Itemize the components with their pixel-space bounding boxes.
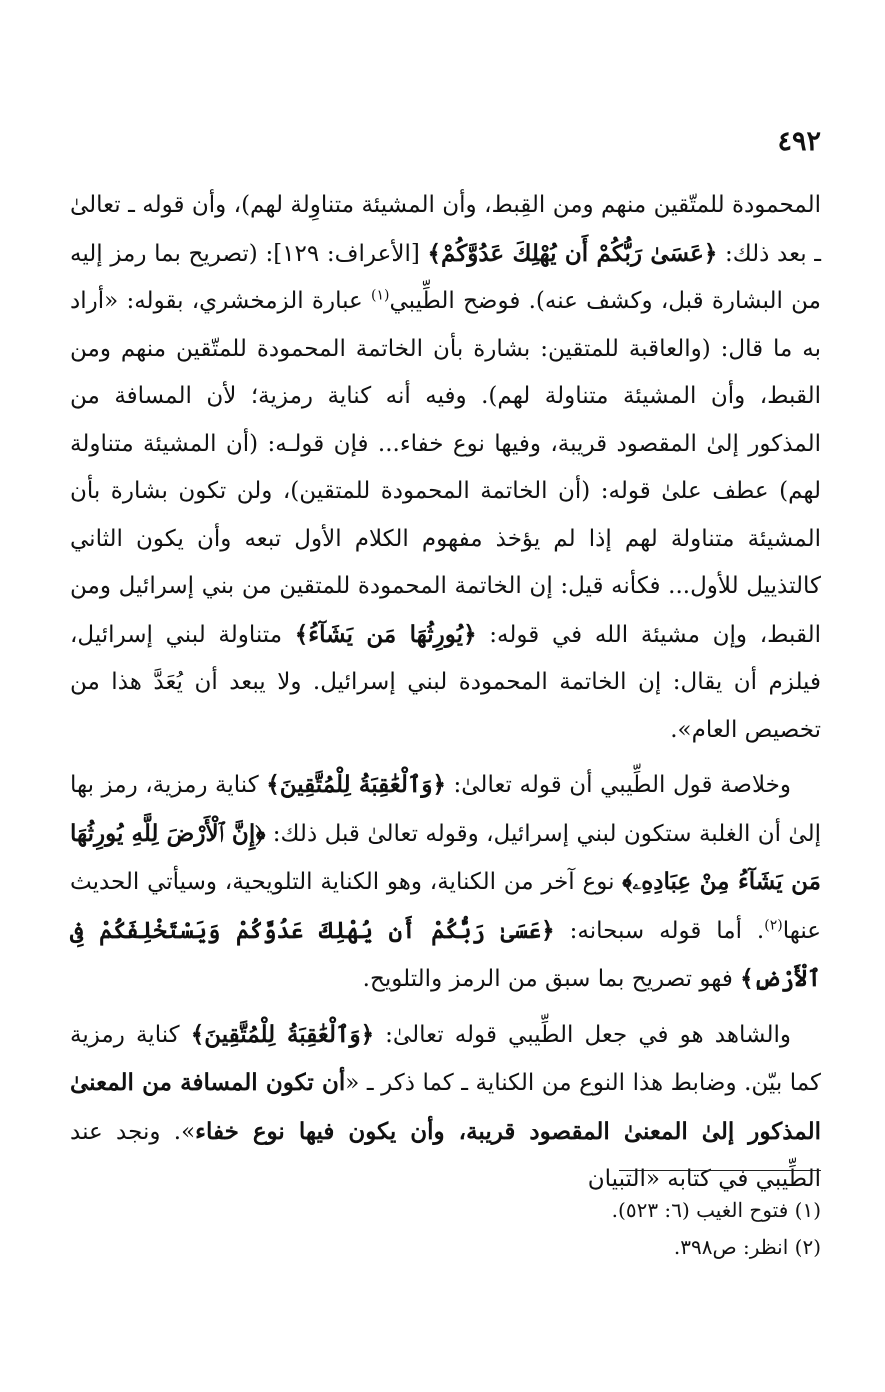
page-number: ٤٩٢ <box>777 126 821 157</box>
text-run: . أما قوله سبحانه: <box>554 917 765 944</box>
quran-verse: ﴿عَسَىٰ رَبُّكُمْ أَن يُهْلِكَ عَدُوَّكُمْ﴾ <box>427 239 718 267</box>
footnote-1: (١) فتوح الغيب (٦: ٥٢٣). <box>611 1198 821 1222</box>
bold-definition: أن تكون المسافة من المعنىٰ المذكور إلىٰ المعنىٰ المقصود قريبة، وأن يكون فيها نوع خفاء <box>70 1069 821 1145</box>
text-run: [الأعراف: ١٢٩]: (تصريح بما رمز إليه من البشارة قبل، وكشف عنه). فوضح الطِّيبي <box>70 240 821 314</box>
quran-verse: ﴿عَسَىٰ رَبُّكُمْ أَن يُهْلِكَ عَدُوَّكُمْ وَيَسْتَخْلِفَكُمْ فِى ٱلْأَرْضِ﴾ <box>70 916 821 992</box>
text-run: كناية رمزية، رمز بها إلىٰ أن الغلبة ستكون لبني إسرائيل، وقوله تعالىٰ قبل ذلك: <box>70 772 821 847</box>
text-run: متناولة لبني إسرائيل، فيلزم أن يقال: إن الخاتمة المحمودة لبني إسرائيل. ولا يبعد أن يُعَدَّ هذا من تخصيص العام». <box>70 621 821 743</box>
text-run: فهو تصريح بما سبق من الرمز والتلويح. <box>362 966 741 992</box>
text-run: كناية رمزية كما بيّن. وضابط هذا النوع من الكناية ـ كما ذكر ـ « <box>70 1021 821 1096</box>
paragraph-1 <box>70 182 821 754</box>
quran-verse: ﴿وَٱلْعَٰقِبَةُ لِلْمُتَّقِينَ﴾ <box>266 771 446 798</box>
text-run: وخلاصة قول الطِّيبي أن قوله تعالىٰ: <box>445 772 791 798</box>
footnote-ref-2: (٢) <box>764 916 783 933</box>
footnotes <box>70 1192 821 1266</box>
quran-verse: ﴿إِنَّ ٱلْأَرْضَ لِلَّهِ يُورِثُهَا مَن يَشَآءُ مِنْ عِبَادِهِۦ﴾ <box>70 819 821 895</box>
footnote-ref-1: (١) <box>371 287 390 304</box>
footnote-divider <box>619 1170 821 1171</box>
quran-verse: ﴿يُورِثُهَا مَن يَشَآءُ﴾ <box>294 620 477 648</box>
text-run: عبارة الزمخشري، بقوله: «أراد به ما قال: (والعاقبة للمتقين: بشارة بأن الخاتمة المحمودة للمتّقين منهم ومن القبط، وأن المشيئة متناولة لهم). وفيه أنه كناية رمزية؛ لأن المسافة من المذكور إلىٰ المقصود قريبة، وفيها نوع خفاء... فإن قولـه: (أن المشيئة متناولة لهم) عطف علىٰ قوله: (أن الخاتمة المحمودة للمتقين)، ولن تكون بشارة بأن المشيئة متناولة لهم إذا لم يؤخذ مفهوم الكلام الأول تبعه وأن يكون الثاني كالتذييل للأول... فكأنه قيل: إن الخاتمة المحمودة للمتقين من بني إسرائيل ومن القبط، وإن مشيئة الله في قوله: <box>70 288 821 648</box>
text-run: نوع آخر من الكناية، وهو الكناية التلويحية، وسيأتي الحديث عنها <box>70 869 821 944</box>
text-run: المحمودة للمتّقين منهم ومن القِبط، وأن المشيئة متناوِلة لهم)، وأن قوله ـ تعالىٰ ـ بعد ذلك: <box>70 192 822 267</box>
paragraph-2 <box>70 761 821 1004</box>
text-run: ». ونجد عند الطِّيبي في كتابه «التبيان <box>70 1118 821 1192</box>
paragraph-3 <box>70 1011 821 1204</box>
footnote-2: (٢) انظر: ص٣٩٨. <box>673 1235 821 1259</box>
text-run: والشاهد هو في جعل الطِّيبي قوله تعالىٰ: <box>374 1021 792 1048</box>
body-text <box>70 182 821 1204</box>
quran-verse: ﴿وَٱلْعَٰقِبَةُ لِلْمُتَّقِينَ﴾ <box>190 1020 375 1048</box>
